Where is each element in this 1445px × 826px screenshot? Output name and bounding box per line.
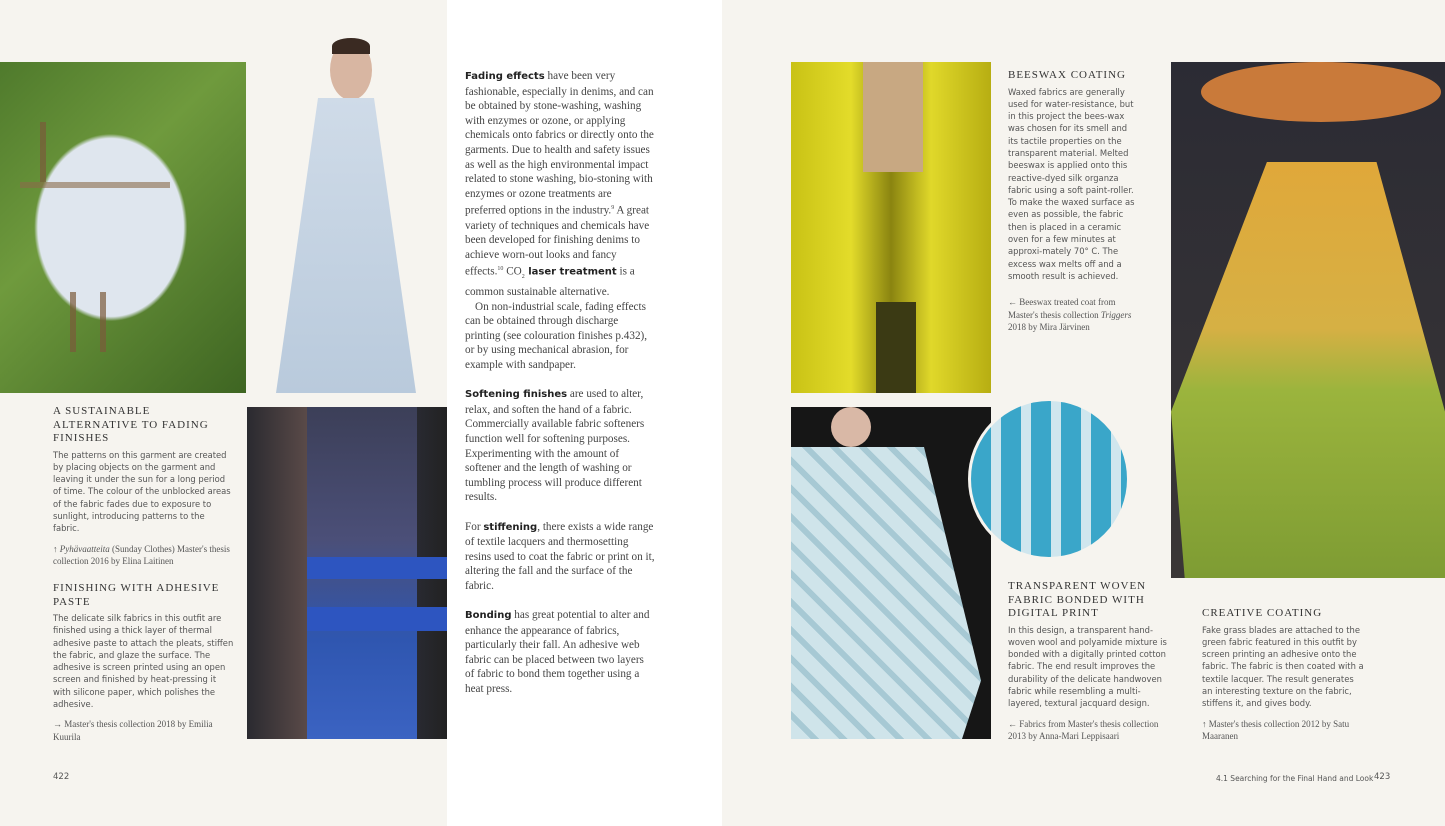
paragraph-bonding: Bonding has great potential to alter and enhance the appearance of fabrics, particularly their fall. An adhesive web fabric can be placed between two layers of fabric to bond them together using a heat press. <box>465 609 650 696</box>
caption-beeswax-coating <box>1008 69 1136 333</box>
paragraph-softening: Softening finishes are used to alter, relax, and soften the hand of a fabric. Commercially available fabric softeners function well for softening purposes. Experimenting with the amount of softener and the length of washing or tumbling process will produce different results. <box>465 388 645 504</box>
caption-title: CREATIVE COATING <box>1202 607 1323 619</box>
main-body-text <box>465 69 655 711</box>
caption-body: The patterns on this garment are created by placing objects on the garment and leaving it under the sun for a long period of time. The colour of the unblocked areas of the fabric fades due to exposure to sunlight, introducing patterns to the fabric. <box>53 449 231 534</box>
paragraph-fading-nonindustrial: On non-industrial scale, fading effects can be obtained through discharge printing (see colouration finishes p.432), or by using mechanical abrasion, for example with sandpaper. <box>465 300 648 371</box>
caption-title: A SUSTAINABLE ALTERNATIVE TO FADING FINISHES <box>53 405 209 444</box>
caption-credit: ↑ Pyhävaatteita (Sunday Clothes) Master's thesis collection 2016 by Elina Laitinen <box>53 543 230 566</box>
caption-body: In this design, a transparent hand-woven wool and polyamide mixture is bonded with a digitally printed cotton fabric. The end result improves the durability of the delicate handwoven fabric while resembling a multi-layered, textural jacquard design. <box>1008 624 1167 709</box>
caption-transparent-woven <box>1008 580 1170 742</box>
caption-body: The delicate silk fabrics in this outfit are finished using a thick layer of thermal adhesive paste to attach the pleats, stiffen the fabric, and glaze the surface. The adhesive is screen printed using an open screen and finished by heat-pressing it with silicone paper, which polishes the adhesive. <box>53 613 234 710</box>
caption-title: BEESWAX COATING <box>1008 69 1126 81</box>
caption-title: TRANSPARENT WOVEN FABRIC BONDED WITH DIGITAL PRINT <box>1008 580 1147 619</box>
photo-fabric-detail-circle <box>968 398 1130 560</box>
page-number-left: 422 <box>53 772 70 782</box>
paragraph-stiffening: For stiffening, there exists a wide range of textile lacquers and thermosetting resins used to coat the fabric or print on it, altering the fall and the surface of the fabric. <box>465 520 655 592</box>
caption-credit: ↑ Master's thesis collection 2012 by Satu Maaranen <box>1202 718 1350 741</box>
caption-body: Waxed fabrics are generally used for water-resistance, but in this project the bees-wax was chosen for its smell and its tactile properties on the transparent material. Melted beeswax is applied onto this reactive-dyed silk organza fabric using a soft paint-roller. To make the waxed surface as even as possible, the fabric then is placed in a ceramic oven for a few minutes at approxi-mately 70° C. The excess wax melts off and a smooth result is achieved. <box>1008 86 1135 281</box>
paragraph-fading: Fading effects have been very fashionable, especially in denims, and can be obtained by stone-washing, washing with enzymes or ozone, or applying chemicals onto fabrics or directly onto the garments. Due to health and safety issues as well as the high environmental impact related to stone washing, bio-stoning with enzymes or ozone treatments are preferred options in the industry.$^9$ A great variety of techniques and chemicals have been developed for finishing denims to achieve worn-out looks and fancy effects.$^{10}$ $CO_2$ laser treatment is a common sustainable alternative. <box>465 70 654 299</box>
photo-yellow-beeswax-coat <box>791 62 991 393</box>
running-head: 4.1 Searching for the Final Hand and Look <box>1216 774 1374 783</box>
caption-sustainable-alternative <box>53 405 233 567</box>
page-number-right: 423 <box>1374 772 1391 782</box>
caption-credit: → Master's thesis collection 2018 by Emilia Kuurila <box>53 719 213 742</box>
caption-credit: ← Fabrics from Master's thesis collection 2013 by Anna-Mari Leppisaari <box>1008 718 1159 741</box>
caption-adhesive-paste <box>53 582 235 743</box>
photo-runway-woven-print <box>791 407 991 739</box>
photo-garment-on-grass <box>0 62 246 393</box>
photo-woman-creative-coating <box>1171 62 1445 578</box>
photo-runway-blue-outfit <box>247 407 447 739</box>
caption-body: Fake grass blades are attached to the green fabric featured in this outfit by screen printing an adhesive onto the fabric. The fabric is then coated with a textile lacquer. The result generates an interesting texture on the fabric, stiffens it, and gives body. <box>1202 624 1364 709</box>
caption-creative-coating <box>1202 607 1364 742</box>
photo-woman-white-dress <box>246 38 430 393</box>
caption-title: FINISHING WITH ADHESIVE PASTE <box>53 582 220 608</box>
caption-credit: ← Beeswax treated coat from Master's thesis collection Triggers 2018 by Mira Järvinen <box>1008 297 1132 332</box>
